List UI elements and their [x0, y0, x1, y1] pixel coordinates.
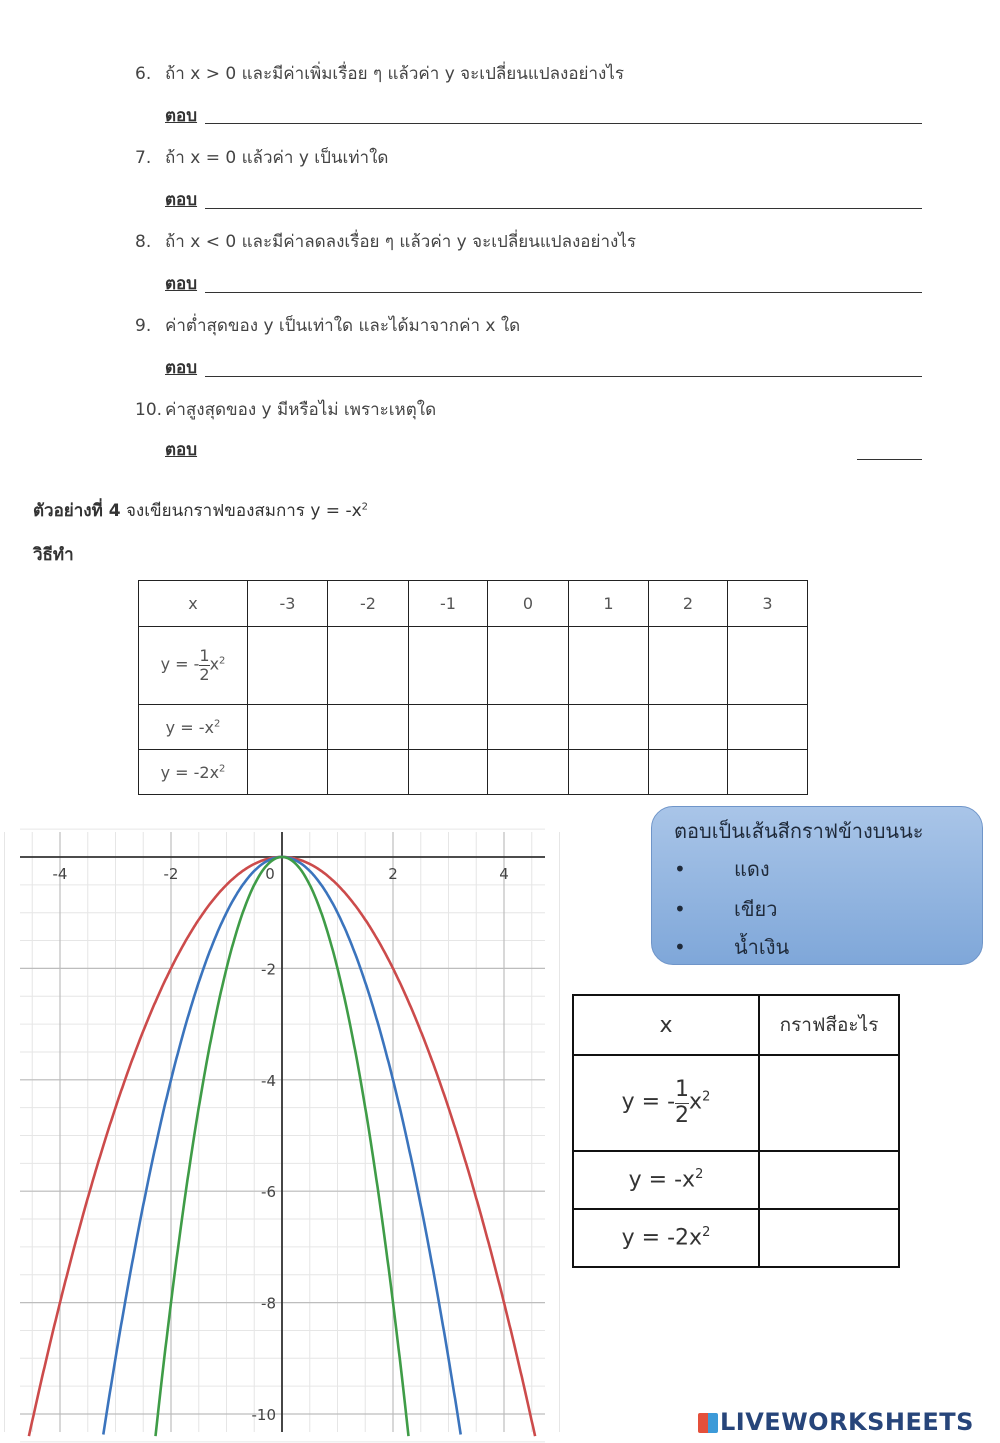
question-text: ถ้า x > 0 และมีค่าเพิ่มเรื่อย ๆ แล้วค่า y จะเปลี่ยนแปลงอย่างไร: [165, 64, 625, 84]
question-number: 8.: [135, 232, 152, 252]
x-tick-label: 2: [388, 865, 398, 883]
answer-label: ตอบ: [165, 440, 198, 460]
answer-label: ตอบ: [165, 190, 198, 210]
numerator: 1: [199, 646, 210, 666]
answer-line-7[interactable]: [205, 208, 922, 209]
color-match-table: [572, 994, 900, 1268]
answer-cell[interactable]: [409, 750, 488, 795]
answer-label: ตอบ: [165, 358, 198, 378]
question-number: 10.: [135, 400, 163, 420]
example-exponent: 2: [361, 501, 369, 513]
answer-line-8[interactable]: [205, 292, 922, 293]
values-table: [138, 580, 808, 795]
answer-cell[interactable]: [649, 750, 728, 795]
denominator: 2: [199, 665, 210, 684]
answer-line-9[interactable]: [205, 376, 922, 377]
question-number: 9.: [135, 316, 152, 336]
question-10: [135, 396, 436, 423]
answer-cell[interactable]: [728, 750, 808, 795]
y-tick-label: -6: [261, 1183, 276, 1202]
answer-cell[interactable]: [569, 750, 649, 795]
question-7: [135, 144, 388, 171]
logo-text: LIVEWORKSHEETS: [720, 1408, 974, 1436]
answer-cell[interactable]: [248, 750, 328, 795]
exponent: 2: [702, 1089, 711, 1105]
denominator: 2: [675, 1102, 690, 1128]
numerator: 1: [675, 1077, 690, 1103]
variable: x: [689, 1090, 703, 1115]
x-tick-label: 0: [265, 865, 275, 883]
example-label: ตัวอย่างที่ 4: [33, 501, 121, 521]
exponent: 2: [219, 655, 226, 667]
answer-cell[interactable]: [649, 705, 728, 750]
bubble-item-red: [674, 853, 770, 885]
answer-label: ตอบ: [165, 274, 198, 294]
answer-cell[interactable]: [409, 627, 488, 705]
answer-cell[interactable]: [488, 750, 569, 795]
bullet-icon: •: [674, 935, 686, 959]
parabola-graph: [20, 832, 545, 1432]
equation-x2: [139, 705, 248, 750]
question-text: ถ้า x < 0 และมีค่าลดลงเรื่อย ๆ แล้วค่า y จะเปลี่ยนแปลงอย่างไร: [165, 232, 636, 252]
question-6: [135, 60, 624, 87]
exponent: 2: [213, 718, 221, 730]
question-text: ถ้า x = 0 แล้วค่า y เป็นเท่าใด: [165, 148, 389, 168]
answer-cell[interactable]: [728, 627, 808, 705]
equation-text: y = -x: [628, 1167, 696, 1193]
variable: x: [209, 655, 220, 674]
answer-cell[interactable]: [328, 750, 409, 795]
example-title: [33, 497, 368, 524]
bubble-item-green: [674, 893, 777, 925]
color-answer-cell[interactable]: [759, 1055, 899, 1151]
x-header: x: [139, 581, 248, 627]
question-number: 7.: [135, 148, 152, 168]
equation-x2: [573, 1151, 759, 1209]
answer-line-6[interactable]: [205, 123, 922, 124]
x-value: 1: [569, 581, 649, 627]
x-value: -2: [328, 581, 409, 627]
color-hint-bubble: [651, 806, 983, 965]
question-text: ค่าสูงสุดของ y มีหรือไม่ เพราะเหตุใด: [165, 400, 437, 420]
bubble-heading: ตอบเป็นเส้นสีกราฟข้างบนนะ: [674, 819, 924, 843]
logo-icon: [698, 1413, 718, 1433]
answer-cell[interactable]: [328, 627, 409, 705]
method-label: วิธีทำ: [33, 545, 74, 565]
bubble-item-label: แดง: [734, 857, 770, 881]
answer-cell[interactable]: [488, 627, 569, 705]
bubble-item-label: เขียว: [734, 897, 778, 921]
equation-text: y = -x: [165, 717, 214, 737]
x-value: 3: [728, 581, 808, 627]
equation-prefix: y = -: [160, 655, 200, 674]
x-tick-label: 4: [499, 865, 509, 883]
bubble-item-label: น้ำเงิน: [734, 935, 790, 959]
question-8: [135, 228, 636, 255]
question-9: [135, 312, 520, 339]
x-header: x: [573, 995, 759, 1055]
equation-half: [573, 1055, 759, 1151]
color-answer-cell[interactable]: [759, 1151, 899, 1209]
exponent: 2: [219, 763, 226, 775]
fraction: [675, 1078, 689, 1127]
y-tick-label: -2: [261, 960, 276, 979]
x-tick-label: -4: [52, 865, 68, 883]
equation-half: [139, 627, 248, 705]
y-tick-label: -4: [261, 1071, 276, 1090]
question-text: ค่าต่ำสุดของ y เป็นเท่าใด และได้มาจากค่า x ใด: [165, 316, 521, 336]
liveworksheets-logo[interactable]: [698, 1408, 974, 1436]
bullet-icon: •: [674, 897, 686, 921]
fraction: [199, 647, 209, 683]
answer-line-10[interactable]: [857, 459, 922, 460]
y-tick-label: -10: [251, 1406, 276, 1424]
equation-text: y = -2x: [160, 762, 220, 782]
color-header: กราฟสีอะไร: [759, 995, 899, 1055]
example-text: จงเขียนกราฟของสมการ y = -x: [125, 501, 362, 521]
bubble-item-blue: [674, 931, 789, 963]
equation-text: y = -2x: [621, 1225, 703, 1251]
equation-2x2: [573, 1209, 759, 1267]
answer-cell[interactable]: [409, 705, 488, 750]
answer-cell[interactable]: [248, 705, 328, 750]
x-value: -3: [248, 581, 328, 627]
x-value: -1: [409, 581, 488, 627]
question-number: 6.: [135, 64, 152, 84]
exponent: 2: [695, 1167, 704, 1183]
answer-cell[interactable]: [649, 627, 728, 705]
y-tick-label: -8: [261, 1294, 276, 1313]
color-answer-cell[interactable]: [759, 1209, 899, 1267]
equation-2x2: [139, 750, 248, 795]
equation-prefix: y = -: [621, 1090, 676, 1115]
x-value: 0: [488, 581, 569, 627]
answer-cell[interactable]: [488, 705, 569, 750]
answer-cell[interactable]: [569, 627, 649, 705]
x-tick-label: -2: [163, 865, 179, 883]
answer-cell[interactable]: [328, 705, 409, 750]
answer-cell[interactable]: [728, 705, 808, 750]
answer-cell[interactable]: [248, 627, 328, 705]
answer-cell[interactable]: [569, 705, 649, 750]
answer-label-clipped: [165, 436, 198, 460]
answer-label: ตอบ: [165, 106, 198, 126]
bullet-icon: •: [674, 857, 686, 881]
exponent: 2: [702, 1225, 711, 1241]
x-value: 2: [649, 581, 728, 627]
